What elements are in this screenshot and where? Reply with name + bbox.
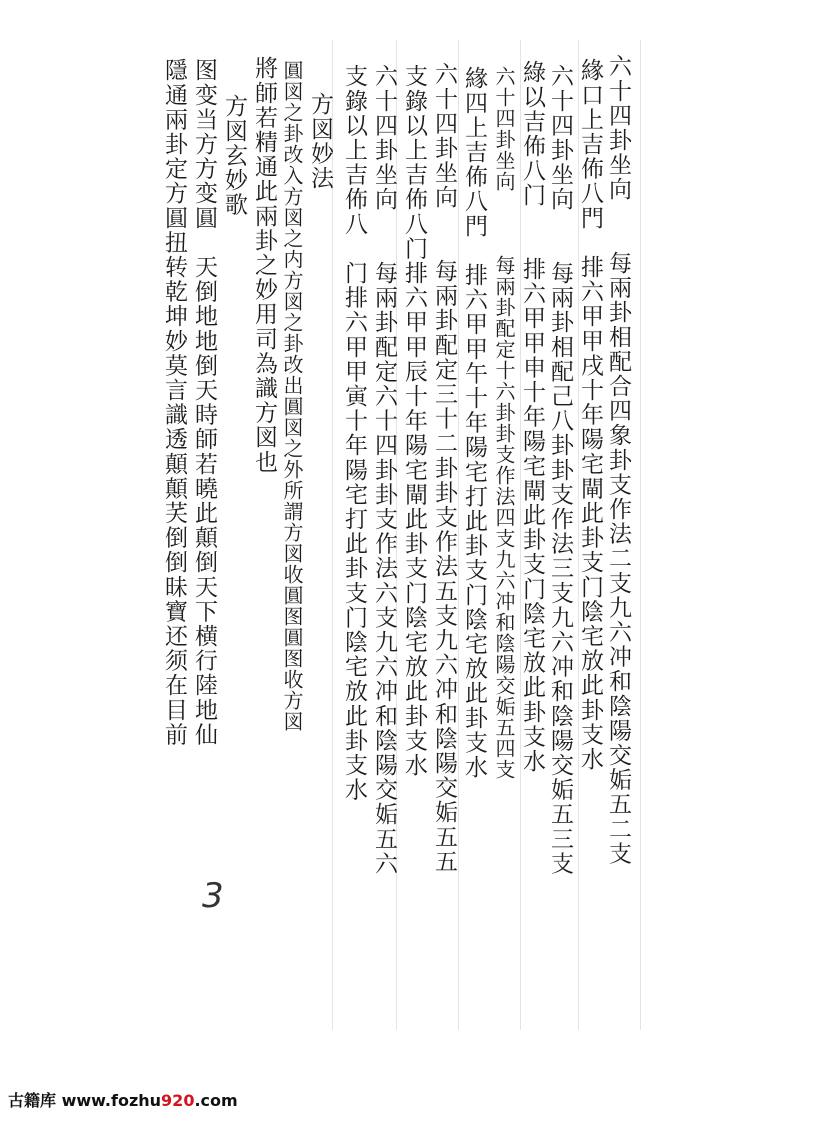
- text-column-16: 隱通兩卦定方圓扭转乾坤妙莫言識透顛顛芺倒倒昧寶还须在目前: [161, 58, 187, 747]
- text-column-4: 綠以吉佈八门 排六甲甲申十年陽宅閘此卦支门陰宅放此卦支水: [519, 60, 545, 774]
- text-column-15: 图变当方方变圓 天倒地地倒天時師若曉此顛倒天下横行陸地仙: [191, 58, 217, 747]
- text-column-9: 六十四卦坐向 每兩卦配定六十四卦卦支作法六支九六冲和陰陽交姤五六: [371, 64, 397, 876]
- text-column-7: 六十四卦坐向 每兩卦配定三十二卦卦支作法五支九六冲和陰陽交姤五五: [431, 62, 457, 874]
- text-column-8: 支錄以上吉佈八门排六甲甲辰十年陽宅閘此卦支门陰宅放此卦支水: [401, 64, 427, 778]
- text-column-3: 六十四卦坐向 每兩卦相配己八卦卦支作法三支九六冲和陰陽交姤五三支: [547, 64, 573, 876]
- text-column-13: 將師若精通此兩卦之妙用司為識方図也: [251, 56, 277, 475]
- section-heading: 方図妙法: [307, 92, 333, 191]
- page-number: 3: [202, 876, 224, 916]
- site-name: 古籍库: [8, 1091, 57, 1110]
- site-footer: [8, 1088, 238, 1111]
- ruled-line: [640, 40, 641, 1030]
- text-column-5: 六十四卦坐向 每兩卦配定十六卦卦支作法四支九六冲和陰陽交姤五四支: [492, 66, 516, 780]
- text-column-1: 六十四卦坐向 每兩卦相配合四象卦支作法二支九六冲和陰陽交姤五二支: [605, 54, 631, 866]
- ruled-line: [458, 40, 459, 1030]
- text-column-12: 圓図之卦改入方図之内方図之卦改出圓図之外所謂方図收圓图圓图收方図: [280, 60, 304, 732]
- site-url[interactable]: www.fozhu920.com: [61, 1091, 238, 1110]
- text-column-6: 緣四上吉佈八門 排六甲甲午十年陽宅打此卦支门陰宅放此卦支水: [461, 66, 487, 780]
- text-column-2: 緣口上吉佈八門 排六甲甲戌十年陽宅閘此卦支门陰宅放此卦支水: [577, 58, 603, 772]
- text-column-10: 支錄以上吉佈八 门排六甲甲寅十年陽宅打此卦支门陰宅放此卦支水: [341, 64, 367, 802]
- song-heading: 方図玄妙歌: [221, 94, 247, 217]
